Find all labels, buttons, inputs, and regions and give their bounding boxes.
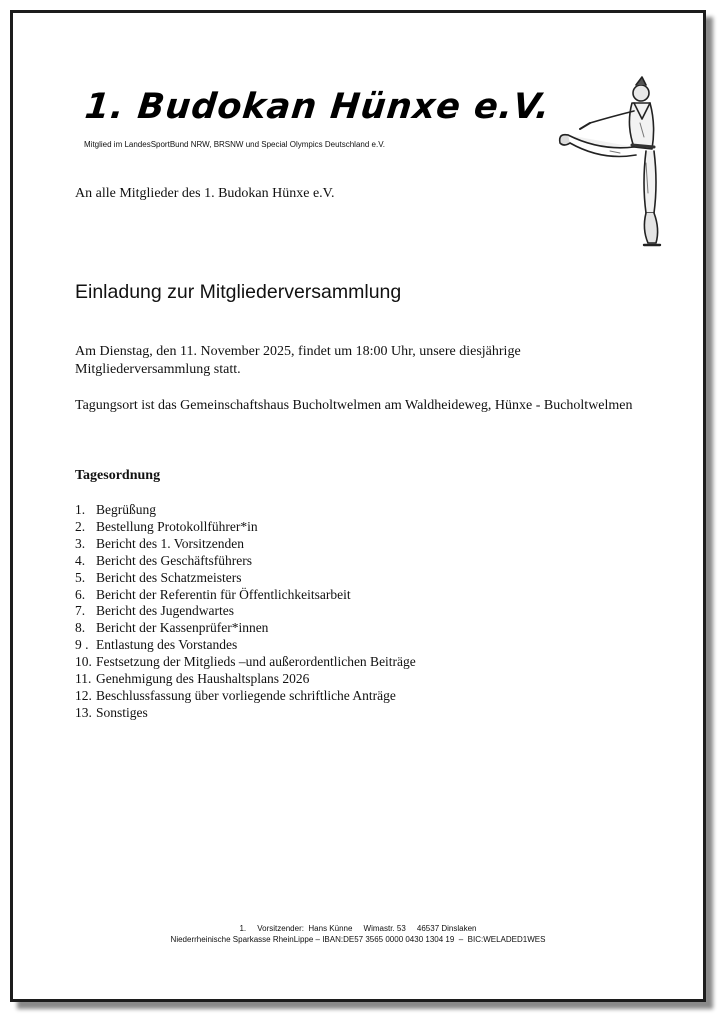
membership-line: Mitglied im LandesSportBund NRW, BRSNW und Special Olympics Deutschland e.V. xyxy=(84,140,386,149)
list-item: 4. Bericht des Geschäftsführers xyxy=(75,552,252,568)
list-item: 1. Begrüßung xyxy=(75,502,156,517)
list-item: 2. Bestellung Protokollführer*in xyxy=(75,518,258,534)
venue-paragraph: Tagungsort ist das Gemeinschaftshaus Bucholtwelmen am Waldheideweg, Hünxe - Bucholtwelmen xyxy=(75,398,633,413)
karate-kick-figure-icon xyxy=(550,73,670,255)
list-item: 7. Bericht des Jugendwartes xyxy=(75,603,234,619)
letter-page xyxy=(10,10,706,1002)
agenda-title: Tagesordnung xyxy=(75,468,161,483)
footer-bank-line: Niederrheinische Sparkasse RheinLippe – IBAN:DE57 3565 0000 0430 1304 19 – BIC:WELADED1WES xyxy=(170,935,546,944)
list-item: 9 . Entlastung des Vorstandes xyxy=(75,637,238,653)
list-item: 8. Bericht der Kassenprüfer*innen xyxy=(75,620,269,636)
agenda-list xyxy=(75,502,416,722)
list-item: 12. Beschlussfassung über vorliegende schriftliche Anträge xyxy=(75,687,396,703)
address-line: An alle Mitglieder des 1. Budokan Hünxe e.V. xyxy=(75,186,335,201)
date-paragraph: Am Dienstag, den 11. November 2025, findet um 18:00 Uhr, unsere diesjährige Mitgliederversammlung statt. xyxy=(75,344,521,377)
list-item: 11. Genehmigung des Haushaltsplans 2026 xyxy=(75,671,310,687)
footer-chairman-line: 1. Vorsitzender: Hans Künne Wimastr. 53 46537 Dinslaken xyxy=(239,924,477,933)
list-item: 6. Bericht der Referentin für Öffentlichkeitsarbeit xyxy=(75,586,351,602)
list-item: 10. Festsetzung der Mitglieds –und außerordentlichen Beiträge xyxy=(75,654,416,670)
list-item: 3. Bericht des 1. Vorsitzenden xyxy=(75,535,244,551)
page-title: Einladung zur Mitgliederversammlung xyxy=(75,281,402,303)
list-item: 5. Bericht des Schatzmeisters xyxy=(75,569,242,585)
club-name-logo: 1. Budokan Hünxe e.V. xyxy=(82,87,553,127)
list-item: 13. Sonstiges xyxy=(75,704,148,720)
